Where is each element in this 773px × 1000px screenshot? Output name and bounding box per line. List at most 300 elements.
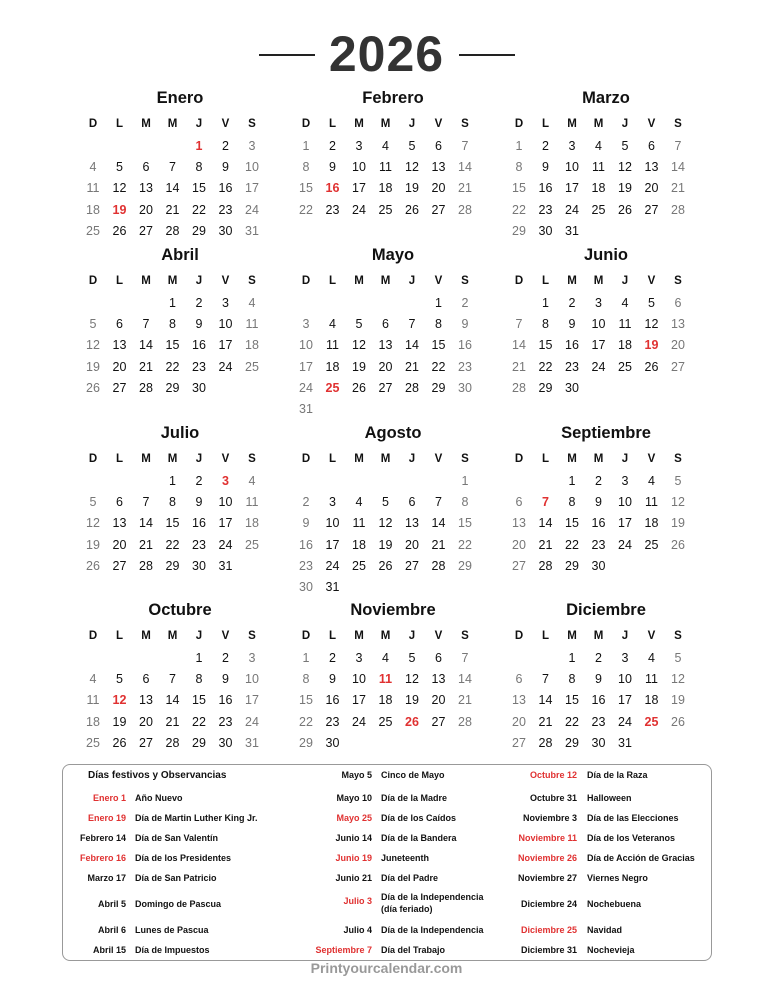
weekday-label: L xyxy=(541,630,550,642)
day-cell: 20 xyxy=(512,714,526,729)
weekday-label: M xyxy=(593,275,604,287)
day-cell: 23 xyxy=(591,714,606,729)
day-cell: 8 xyxy=(461,495,469,510)
day-cell: 1 xyxy=(169,296,176,310)
day-cell: 14 xyxy=(512,338,526,353)
footer-brand: Printyourcalendar.com xyxy=(310,960,463,976)
holiday-name: Día de la Independencia xyxy=(381,925,484,935)
day-cell: 31 xyxy=(565,223,579,238)
weekday-label: M xyxy=(141,453,151,465)
weekday-label: S xyxy=(248,630,256,642)
day-cell: 8 xyxy=(515,160,523,175)
weekday-label: S xyxy=(248,275,256,287)
weekday-label: L xyxy=(541,275,550,287)
day-cell: 24 xyxy=(245,714,259,729)
day-cell: 8 xyxy=(435,317,442,332)
day-cell: 19 xyxy=(112,714,127,729)
weekday-label: S xyxy=(674,630,682,642)
day-cell: 9 xyxy=(195,317,203,332)
day-cell: 31 xyxy=(245,735,259,750)
holidays-panel xyxy=(62,764,712,961)
day-cell: 1 xyxy=(461,474,469,488)
day-cell: 23 xyxy=(565,359,579,374)
day-cell: 18 xyxy=(644,516,659,531)
weekday-label: L xyxy=(328,630,337,642)
day-cell: 22 xyxy=(192,202,206,217)
day-cell: 10 xyxy=(591,317,606,332)
day-cell: 19 xyxy=(671,693,685,708)
day-cell: 16 xyxy=(458,338,472,353)
day-cell: 18 xyxy=(591,181,606,196)
weekday-label: J xyxy=(195,630,203,642)
day-cell: 16 xyxy=(591,693,606,708)
weekday-label: D xyxy=(88,275,98,287)
weekday-label: M xyxy=(380,275,391,287)
day-cell: 29 xyxy=(565,735,579,750)
day-cell: 18 xyxy=(644,693,659,708)
weekday-label: L xyxy=(115,630,124,642)
weekday-label: S xyxy=(674,453,682,465)
day-cell: 25 xyxy=(378,202,393,217)
day-cell: 30 xyxy=(591,735,606,750)
day-cell: 28 xyxy=(458,714,472,729)
day-cell: 25 xyxy=(618,359,632,374)
day-cell: 30 xyxy=(218,735,233,750)
day-cell: 16 xyxy=(192,338,206,353)
day-cell: 24 xyxy=(565,202,579,217)
day-cell: 17 xyxy=(618,516,632,531)
day-cell: 19 xyxy=(352,359,366,374)
day-cell: 26 xyxy=(86,558,100,573)
day-cell: 6 xyxy=(435,651,442,665)
day-cell: 6 xyxy=(674,296,682,310)
day-cell: 9 xyxy=(461,317,469,332)
day-cell: 28 xyxy=(139,558,153,573)
day-cell: 23 xyxy=(538,202,553,217)
day-cell: 17 xyxy=(352,181,366,196)
day-cell: 3 xyxy=(621,651,629,665)
day-cell: 6 xyxy=(515,495,523,510)
weekday-label: M xyxy=(167,453,178,465)
day-cell: 22 xyxy=(165,359,180,374)
day-cell: 9 xyxy=(542,160,549,175)
day-cell: 1 xyxy=(169,474,176,488)
day-cell: 20 xyxy=(112,359,127,374)
day-cell: 8 xyxy=(195,672,203,687)
day-cell: 11 xyxy=(378,672,393,687)
day-cell: 12 xyxy=(618,160,632,175)
day-cell: 30 xyxy=(538,223,553,238)
holiday-name: Día de los Caídos xyxy=(381,813,457,823)
day-cell: 9 xyxy=(329,672,336,687)
day-cell: 26 xyxy=(352,380,366,395)
weekday-label: L xyxy=(115,453,124,465)
day-cell: 16 xyxy=(538,181,553,196)
day-cell: 22 xyxy=(538,359,553,374)
day-cell: 15 xyxy=(299,693,313,708)
day-cell: 15 xyxy=(165,516,180,531)
day-cell: 24 xyxy=(218,359,233,374)
day-cell: 23 xyxy=(218,202,233,217)
weekday-label: L xyxy=(328,275,337,287)
day-cell: 24 xyxy=(325,558,340,573)
day-cell: 3 xyxy=(248,651,256,665)
holiday-date: Noviembre 27 xyxy=(517,873,577,883)
day-cell: 6 xyxy=(648,139,655,153)
day-cell: 23 xyxy=(218,714,233,729)
holiday-name: Día de los Presidentes xyxy=(135,853,232,863)
day-cell: 28 xyxy=(458,202,472,217)
day-cell: 17 xyxy=(565,181,579,196)
day-cell: 6 xyxy=(116,495,123,510)
day-cell: 22 xyxy=(512,202,526,217)
day-cell: 13 xyxy=(139,181,153,196)
day-cell: 20 xyxy=(671,338,685,353)
day-cell: 4 xyxy=(382,139,389,153)
month-name: Diciembre xyxy=(566,601,646,619)
day-cell: 6 xyxy=(142,672,150,687)
day-cell: 13 xyxy=(644,160,659,175)
day-cell: 10 xyxy=(618,672,632,687)
day-cell: 2 xyxy=(595,651,602,665)
day-cell: 21 xyxy=(139,537,153,552)
weekday-label: M xyxy=(354,275,364,287)
day-cell: 11 xyxy=(592,160,605,175)
weekday-label: L xyxy=(541,118,550,130)
day-cell: 13 xyxy=(378,338,393,353)
holiday-name: Año Nuevo xyxy=(135,793,183,803)
title-rule-right xyxy=(459,54,515,56)
day-cell: 1 xyxy=(195,651,203,665)
day-cell: 26 xyxy=(671,537,685,552)
weekday-label: J xyxy=(408,118,416,130)
day-cell: 7 xyxy=(169,160,176,175)
holiday-name: Día de Acción de Gracias xyxy=(587,853,695,863)
day-cell: 5 xyxy=(355,317,363,332)
weekday-label: J xyxy=(408,275,416,287)
day-cell: 28 xyxy=(165,735,180,750)
day-cell: 11 xyxy=(86,181,100,196)
day-cell: 7 xyxy=(408,317,416,332)
day-cell: 7 xyxy=(542,495,549,510)
day-cell: 29 xyxy=(165,380,180,395)
day-cell: 3 xyxy=(248,139,256,153)
day-cell: 12 xyxy=(352,338,366,353)
day-cell: 15 xyxy=(192,693,206,708)
day-cell: 10 xyxy=(218,495,233,510)
day-cell: 11 xyxy=(245,317,259,332)
day-cell: 15 xyxy=(565,693,579,708)
day-cell: 9 xyxy=(302,516,310,531)
day-cell: 19 xyxy=(112,202,127,217)
day-cell: 16 xyxy=(299,537,313,552)
day-cell: 21 xyxy=(165,714,180,729)
weekday-label: L xyxy=(328,118,337,130)
day-cell: 1 xyxy=(302,139,310,153)
day-cell: 29 xyxy=(538,380,553,395)
day-cell: 25 xyxy=(86,223,100,238)
weekday-label: V xyxy=(647,118,656,130)
weekday-label: J xyxy=(408,630,416,642)
day-cell: 22 xyxy=(565,714,579,729)
weekday-label: M xyxy=(167,118,178,130)
weekday-label: J xyxy=(195,118,203,130)
day-cell: 14 xyxy=(458,160,472,175)
day-cell: 15 xyxy=(538,338,553,353)
day-cell: 26 xyxy=(112,223,127,238)
day-cell: 12 xyxy=(112,693,127,708)
month-abril xyxy=(80,245,280,405)
holiday-date: Junio 19 xyxy=(335,853,372,863)
day-cell: 3 xyxy=(302,317,310,332)
weekday-label: M xyxy=(593,118,604,130)
day-cell: 23 xyxy=(299,558,313,573)
weekday-label: V xyxy=(434,275,443,287)
day-cell: 10 xyxy=(618,495,632,510)
weekday-label: M xyxy=(167,630,178,642)
day-cell: 26 xyxy=(618,202,632,217)
day-cell: 27 xyxy=(139,223,153,238)
day-cell: 3 xyxy=(222,474,229,488)
day-cell: 5 xyxy=(648,296,655,310)
day-cell: 13 xyxy=(512,693,526,708)
day-cell: 17 xyxy=(618,693,632,708)
day-cell: 30 xyxy=(192,380,206,395)
weekday-label: J xyxy=(195,453,203,465)
day-cell: 22 xyxy=(565,537,579,552)
day-cell: 25 xyxy=(352,558,366,573)
day-cell: 12 xyxy=(112,181,127,196)
weekday-label: S xyxy=(248,118,256,130)
day-cell: 21 xyxy=(458,181,472,196)
day-cell: 22 xyxy=(299,714,313,729)
day-cell: 26 xyxy=(86,380,100,395)
month-febrero xyxy=(293,88,493,248)
weekday-label: S xyxy=(674,275,682,287)
day-cell: 24 xyxy=(299,380,313,395)
day-cell: 16 xyxy=(325,181,340,196)
month-name: Septiembre xyxy=(561,424,651,442)
holiday-name: Juneteenth xyxy=(381,853,430,863)
day-cell: 26 xyxy=(378,558,393,573)
weekday-label: S xyxy=(461,630,469,642)
day-cell: 31 xyxy=(618,735,632,750)
day-cell: 9 xyxy=(222,160,229,175)
day-cell: 6 xyxy=(142,160,150,175)
day-cell: 18 xyxy=(86,202,100,217)
day-cell: 17 xyxy=(299,359,313,374)
day-cell: 8 xyxy=(568,672,576,687)
day-cell: 9 xyxy=(595,495,602,510)
day-cell: 18 xyxy=(352,537,366,552)
day-cell: 11 xyxy=(245,495,259,510)
month-name: Junio xyxy=(584,246,628,264)
weekday-label: V xyxy=(647,275,656,287)
day-cell: 4 xyxy=(248,474,256,488)
day-cell: 29 xyxy=(299,735,313,750)
holiday-date: Noviembre 11 xyxy=(518,833,577,843)
holiday-date: Diciembre 25 xyxy=(520,925,577,935)
weekday-label: M xyxy=(380,118,391,130)
holiday-date: Abril 6 xyxy=(97,925,126,935)
weekday-label: V xyxy=(647,453,656,465)
day-cell: 20 xyxy=(644,181,659,196)
weekday-label: M xyxy=(141,118,151,130)
day-cell: 4 xyxy=(648,651,655,665)
weekday-label: D xyxy=(514,630,524,642)
day-cell: 2 xyxy=(461,296,469,310)
day-cell: 2 xyxy=(195,474,203,488)
day-cell: 27 xyxy=(512,735,526,750)
day-cell: 11 xyxy=(379,160,392,175)
day-cell: 22 xyxy=(192,714,206,729)
holiday-name: Día de San Valentín xyxy=(135,833,219,843)
day-cell: 23 xyxy=(325,714,340,729)
day-cell: 3 xyxy=(621,474,629,488)
weekday-label: D xyxy=(301,118,311,130)
day-cell: 10 xyxy=(299,338,313,353)
day-cell: 15 xyxy=(512,181,526,196)
day-cell: 12 xyxy=(405,160,419,175)
day-cell: 24 xyxy=(591,359,606,374)
day-cell: 26 xyxy=(405,714,419,729)
day-cell: 13 xyxy=(431,672,446,687)
day-cell: 28 xyxy=(538,558,553,573)
holiday-date: Mayo 10 xyxy=(336,793,372,803)
day-cell: 15 xyxy=(299,181,313,196)
day-cell: 17 xyxy=(218,338,233,353)
day-cell: 21 xyxy=(538,537,553,552)
day-cell: 13 xyxy=(112,516,127,531)
day-cell: 26 xyxy=(112,735,127,750)
day-cell: 10 xyxy=(245,672,259,687)
day-cell: 29 xyxy=(192,735,206,750)
day-cell: 28 xyxy=(512,380,526,395)
day-cell: 11 xyxy=(352,516,366,531)
day-cell: 3 xyxy=(329,495,336,510)
holiday-date: Diciembre 31 xyxy=(520,945,577,955)
day-cell: 10 xyxy=(352,672,366,687)
holiday-name: Día de las Elecciones xyxy=(587,813,679,823)
month-mayo xyxy=(293,245,493,416)
day-cell: 8 xyxy=(169,495,176,510)
day-cell: 5 xyxy=(674,474,682,488)
day-cell: 5 xyxy=(408,139,416,153)
holiday-date: Abril 15 xyxy=(92,945,126,955)
day-cell: 4 xyxy=(621,296,629,310)
weekday-label: M xyxy=(167,275,178,287)
day-cell: 13 xyxy=(431,160,446,175)
day-cell: 1 xyxy=(515,139,523,153)
day-cell: 30 xyxy=(591,558,606,573)
day-cell: 27 xyxy=(431,714,446,729)
day-cell: 22 xyxy=(431,359,446,374)
holiday-name: Navidad xyxy=(587,925,623,935)
day-cell: 15 xyxy=(565,516,579,531)
day-cell: 13 xyxy=(671,317,685,332)
day-cell: 23 xyxy=(192,537,206,552)
day-cell: 19 xyxy=(405,181,419,196)
day-cell: 25 xyxy=(245,359,259,374)
weekday-label: D xyxy=(88,453,98,465)
weekday-label: J xyxy=(621,630,629,642)
day-cell: 14 xyxy=(458,672,472,687)
day-cell: 9 xyxy=(222,672,229,687)
day-cell: 16 xyxy=(325,693,340,708)
weekday-label: L xyxy=(115,118,124,130)
weekday-label: S xyxy=(461,453,469,465)
day-cell: 15 xyxy=(192,181,206,196)
holiday-date: Julio 4 xyxy=(343,925,372,935)
holiday-date: Febrero 16 xyxy=(79,853,126,863)
day-cell: 25 xyxy=(591,202,606,217)
day-cell: 1 xyxy=(568,474,576,488)
day-cell: 24 xyxy=(618,714,632,729)
day-cell: 8 xyxy=(542,317,549,332)
day-cell: 5 xyxy=(674,651,682,665)
day-cell: 25 xyxy=(378,714,393,729)
holiday-date: Noviembre 3 xyxy=(522,813,577,823)
day-cell: 30 xyxy=(299,580,313,594)
day-cell: 15 xyxy=(458,516,472,531)
day-cell: 10 xyxy=(218,317,233,332)
weekday-label: J xyxy=(195,275,203,287)
weekday-label: M xyxy=(567,453,577,465)
day-cell: 21 xyxy=(165,202,180,217)
day-cell: 29 xyxy=(192,223,206,238)
holiday-name: Día de Martin Luther King Jr. xyxy=(135,813,258,823)
day-cell: 22 xyxy=(165,537,180,552)
day-cell: 6 xyxy=(408,495,416,510)
holiday-name: Domingo de Pascua xyxy=(135,899,222,909)
day-cell: 4 xyxy=(329,317,336,332)
day-cell: 12 xyxy=(671,672,685,687)
day-cell: 4 xyxy=(382,651,389,665)
month-name: Mayo xyxy=(371,246,415,264)
day-cell: 20 xyxy=(512,537,526,552)
holiday-date: Noviembre 26 xyxy=(517,853,577,863)
day-cell: 20 xyxy=(431,693,446,708)
month-name: Agosto xyxy=(364,424,422,442)
holiday-date: Mayo 25 xyxy=(336,813,372,823)
day-cell: 30 xyxy=(565,380,579,395)
day-cell: 17 xyxy=(245,181,259,196)
day-cell: 5 xyxy=(116,160,123,175)
day-cell: 24 xyxy=(245,202,259,217)
month-name: Octubre xyxy=(148,601,212,619)
day-cell: 3 xyxy=(568,139,576,153)
day-cell: 19 xyxy=(405,693,419,708)
day-cell: 7 xyxy=(461,139,469,153)
day-cell: 19 xyxy=(618,181,632,196)
weekday-label: M xyxy=(567,630,577,642)
day-cell: 27 xyxy=(112,380,127,395)
holiday-date: Diciembre 24 xyxy=(520,899,577,909)
day-cell: 3 xyxy=(355,651,363,665)
day-cell: 27 xyxy=(378,380,393,395)
weekday-label: D xyxy=(514,275,524,287)
holiday-date: Octubre 31 xyxy=(529,793,577,803)
day-cell: 4 xyxy=(355,495,363,510)
day-cell: 30 xyxy=(192,558,206,573)
day-cell: 19 xyxy=(378,537,393,552)
weekday-label: M xyxy=(141,275,151,287)
day-cell: 20 xyxy=(405,537,419,552)
day-cell: 14 xyxy=(431,516,446,531)
day-cell: 1 xyxy=(302,651,310,665)
day-cell: 12 xyxy=(378,516,393,531)
day-cell: 4 xyxy=(648,474,655,488)
